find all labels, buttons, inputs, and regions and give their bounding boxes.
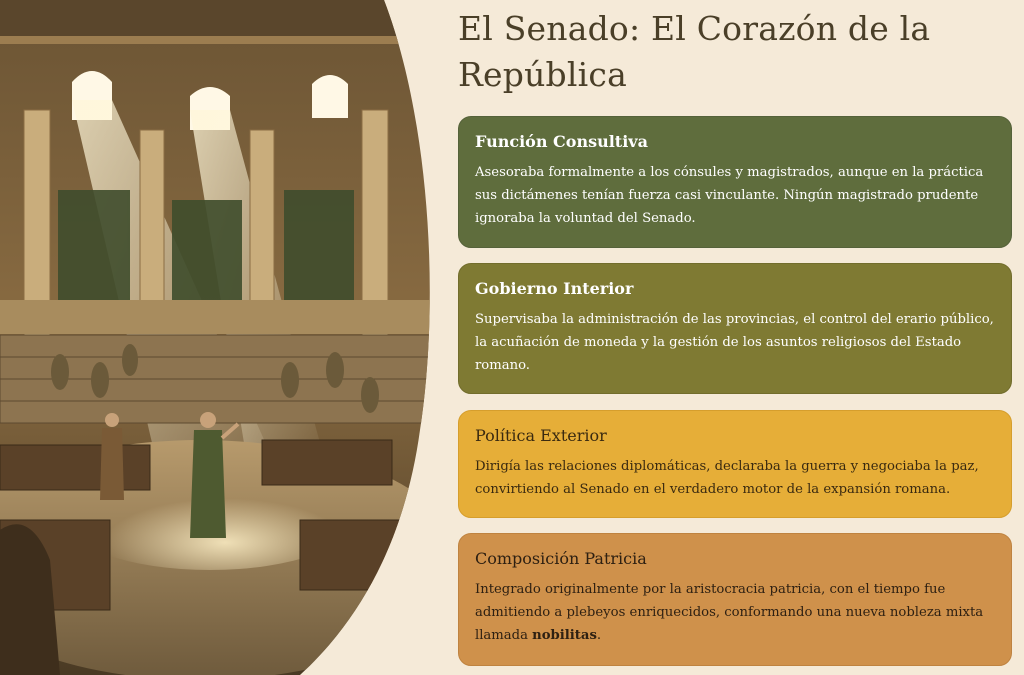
card-heading: Composición Patricia xyxy=(475,549,647,568)
senate-chamber-illustration xyxy=(0,0,440,675)
content-panel xyxy=(458,0,1012,643)
card-heading: Política Exterior xyxy=(475,426,607,445)
card-politica-exterior xyxy=(458,410,1012,518)
card-composicion-patricia xyxy=(458,533,1012,666)
card-text: Dirigía las relaciones diplomáticas, declaraba la guerra y negociaba la paz, convirtiendo al Senado en el verdadero motor de la expansión romana. xyxy=(475,459,979,497)
card-gobierno-interior xyxy=(458,263,1012,394)
card-text-before: Integrado originalmente por la aristocracia patricia, con el tiempo fue admitiendo a plebeyos enriquecidos, conformando una nueva nobleza mixta llamada xyxy=(475,582,984,643)
card-text-after: . xyxy=(596,628,602,643)
page-title: El Senado: El Corazón de la República xyxy=(458,9,931,94)
card-heading: Gobierno Interior xyxy=(475,279,634,298)
card-heading: Función Consultiva xyxy=(475,132,648,151)
card-text-bold: nobilitas xyxy=(532,628,597,643)
card-text: Supervisaba la administración de las provincias, el control del erario público, la acuñación de moneda y la gestión de los asuntos religiosos del Estado romano. xyxy=(475,312,994,373)
card-text: Asesoraba formalmente a los cónsules y magistrados, aunque en la práctica sus dictámenes tenían fuerza casi vinculante. Ningún magistrado prudente ignoraba la voluntad del Senado. xyxy=(475,165,984,226)
card-funcion-consultiva xyxy=(458,116,1012,248)
card-text xyxy=(475,578,995,647)
